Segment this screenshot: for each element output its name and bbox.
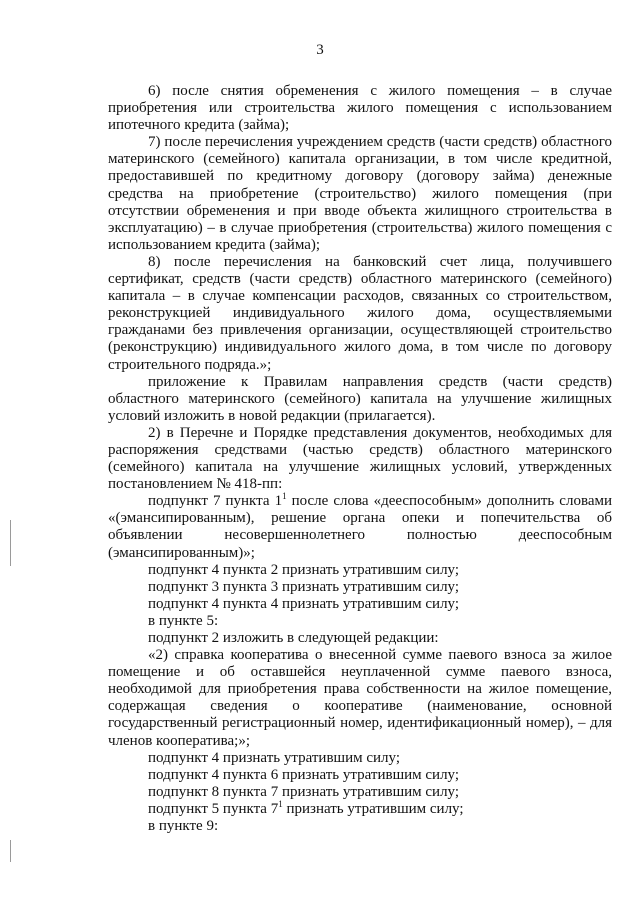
paragraph-sub4void xyxy=(108,750,612,767)
paragraph-text: 6) после снятия обременения с жилого помещения – в случае приобретения или строительства жилого помещения с использованием ипотечного кредита (займа); xyxy=(108,83,612,134)
paragraph-in5 xyxy=(108,613,612,630)
paragraph-text: «2) справка кооператива о внесенной сумме паевого взноса за жилое помещение и об оставшейся неуплаченной сумме паевого взноса, необходимой для приобретения права собственности на жилое помещение, содержащая сведения о кооперативе (наименование, основной государственный регистрационный номер, идентификационный номер), – для членов кооператива;»; xyxy=(108,647,612,749)
paragraph-text: подпункт 3 пункта 3 признать утратившим силу; xyxy=(148,578,460,595)
paragraph-sub7p1 xyxy=(108,493,612,561)
paragraph-p7 xyxy=(108,134,612,254)
paragraph-text: 7) после перечисления учреждением средств (части средств) областного материнского (семейного) капитала организации, в том числе кредитной, предоставившей по кредитному договору (договору займа) денежные средства на приобретение (строительство) жилого помещения (при отсутствии обременения и при вводе объекта жилищного строительства в эксплуатацию) – в случае приобретения (строительства) жилого помещения с использованием кредита (займа); xyxy=(108,134,612,253)
paragraph-text: подпункт 7 пункта 1 xyxy=(148,493,283,510)
paragraph-appendix xyxy=(108,374,612,425)
paragraph-p6 xyxy=(108,83,612,134)
document-body xyxy=(108,83,612,835)
paragraph-item2 xyxy=(108,425,612,493)
paragraph-in9 xyxy=(108,818,612,835)
paragraph-text: в пункте 5: xyxy=(148,612,219,629)
paragraph-text: подпункт 2 изложить в следующей редакции: xyxy=(148,630,439,646)
page-number: 3 xyxy=(316,42,324,58)
paragraph-sub8p7 xyxy=(108,784,612,801)
scan-edge-mark xyxy=(10,840,11,862)
paragraph-sub4p4 xyxy=(108,596,612,613)
paragraph-text: 8) после перечисления на банковский счет лица, получившего сертификат, средств (части средств) областного материнского (семейного) капитала – в случае компенсации расходов, связанных со строительством, реконструкцией индивидуального жилого дома, осуществляемыми гражданами без привлечения организации, осуществляющей строительство (реконструкцию) индивидуального жилого дома, в том числе по договору строительного подряда.»; xyxy=(108,253,612,373)
paragraph-text: подпункт 4 пункта 4 признать утратившим силу; xyxy=(148,595,460,612)
paragraph-text: после слова «дееспособным» дополнить словами «(эмансипированным), решение органа опеки и попечительства об объявлении несовершеннолетнего полностью дееспособным (эмансипированным)»; xyxy=(108,493,613,561)
paragraph-text: подпункт 8 пункта 7 признать утратившим силу; xyxy=(148,783,460,800)
paragraph-sub3p3 xyxy=(108,579,612,596)
paragraph-text: подпункт 4 пункта 2 признать утратившим силу; xyxy=(148,561,460,578)
paragraph-sub4p6 xyxy=(108,767,612,784)
paragraph-sub2new xyxy=(108,630,612,647)
superscript: 1 xyxy=(282,491,287,502)
paragraph-text: подпункт 4 пункта 6 признать утратившим силу; xyxy=(148,766,460,783)
paragraph-quote2 xyxy=(108,647,612,750)
scan-edge-mark xyxy=(10,520,11,566)
paragraph-sub4p2 xyxy=(108,562,612,579)
paragraph-text: подпункт 4 признать утратившим силу; xyxy=(148,749,400,766)
paragraph-text: в пункте 9: xyxy=(148,818,219,835)
paragraph-sub5p7 xyxy=(108,798,612,818)
paragraph-text: подпункт 5 пункта 7 xyxy=(148,800,279,817)
paragraph-text: 2) в Перечне и Порядке представления документов, необходимых для распоряжения средствами (частью средств) областного материнского (семейного) капитала на улучшение жилищных условий, утвержденных постановлением № 418-пп: xyxy=(108,424,612,493)
paragraph-text: признать утратившим силу; xyxy=(282,800,464,817)
paragraph-p8 xyxy=(108,254,612,374)
paragraph-text: приложение к Правилам направления средств (части средств) областного материнского (семейного) капитала на улучшение жилищных условий изложить в новой редакции (прилагается). xyxy=(108,373,612,424)
superscript: 1 xyxy=(278,798,283,809)
